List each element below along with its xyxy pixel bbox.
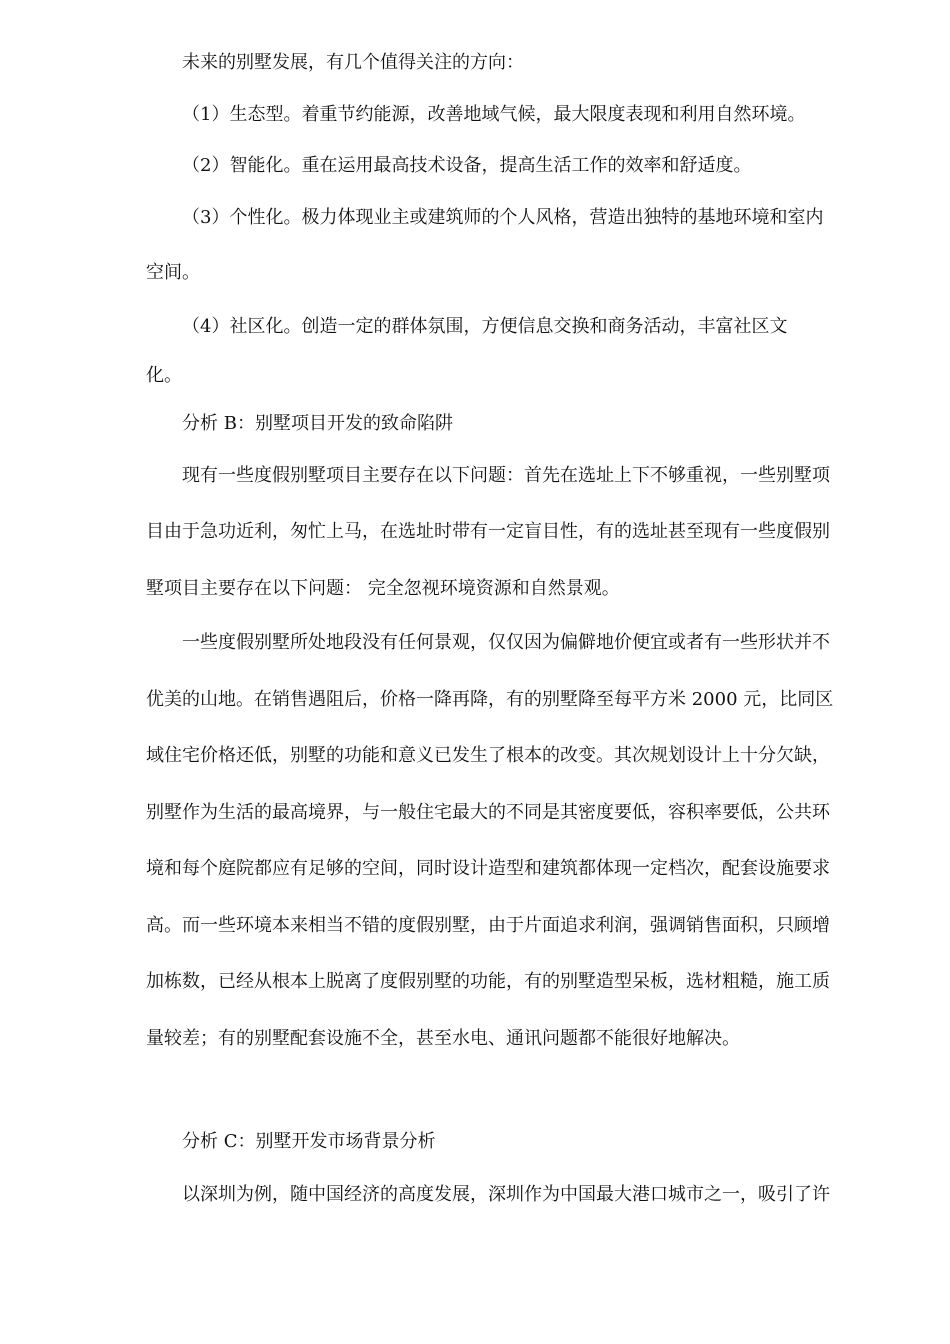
section-b-p2-line-1: 一些度假别墅所处地段没有任何景观，仅仅因为偏僻地价便宜或者有一些形状并不 [182, 632, 830, 653]
section-b-p1-line-1: 现有一些度假别墅项目主要存在以下问题：首先在选址上下不够重视，一些别墅项 [182, 465, 830, 486]
section-b-p1-line-3: 墅项目主要存在以下问题： 完全忽视环境资源和自然景观。 [146, 578, 620, 599]
section-c-p1-line-1: 以深圳为例，随中国经济的高度发展，深圳作为中国最大港口城市之一，吸引了许 [182, 1184, 830, 1205]
section-b-p2-line-6: 高。而一些环境本来相当不错的度假别墅，由于片面追求利润，强调销售面积，只顾增 [146, 915, 830, 936]
item-1-line-1: （1）生态型。着重节约能源，改善地域气候，最大限度表现和利用自然环境。 [182, 104, 806, 125]
section-b-p2-line-5: 境和每个庭院都应有足够的空间，同时设计造型和建筑都体现一定档次，配套设施要求 [146, 858, 830, 879]
section-b-p2-line-8: 量较差；有的别墅配套设施不全，甚至水电、通讯问题都不能很好地解决。 [146, 1028, 740, 1049]
section-b-heading: 分析 B：别墅项目开发的致命陷阱 [182, 413, 453, 434]
intro-line: 未来的别墅发展，有几个值得关注的方向： [182, 52, 524, 73]
item-4-line-1: （4）社区化。创造一定的群体氛围，方便信息交换和商务活动，丰富社区文 [182, 316, 788, 337]
section-c-heading: 分析 C：别墅开发市场背景分析 [182, 1131, 436, 1152]
item-3-line-1: （3）个性化。极力体现业主或建筑师的个人风格，营造出独特的基地环境和室内 [182, 207, 824, 228]
item-4-line-2: 化。 [146, 365, 182, 386]
item-3-line-2: 空间。 [146, 262, 200, 283]
section-b-p2-line-2: 优美的山地。在销售遇阻后，价格一降再降，有的别墅降至每平方米 2000 元，比同区 [146, 689, 834, 710]
section-b-p2-line-3: 域住宅价格还低，别墅的功能和意义已发生了根本的改变。其次规划设计上十分欠缺， [146, 745, 830, 766]
section-b-p2-line-7: 加栋数，已经从根本上脱离了度假别墅的功能，有的别墅造型呆板，选材粗糙，施工质 [146, 971, 830, 992]
item-2-line-1: （2）智能化。重在运用最高技术设备，提高生活工作的效率和舒适度。 [182, 155, 752, 176]
section-b-p1-line-2: 目由于急功近利，匆忙上马，在选址时带有一定盲目性，有的选址甚至现有一些度假别 [146, 521, 830, 542]
section-b-p2-line-4: 别墅作为生活的最高境界，与一般住宅最大的不同是其密度要低，容积率要低，公共环 [146, 802, 830, 823]
